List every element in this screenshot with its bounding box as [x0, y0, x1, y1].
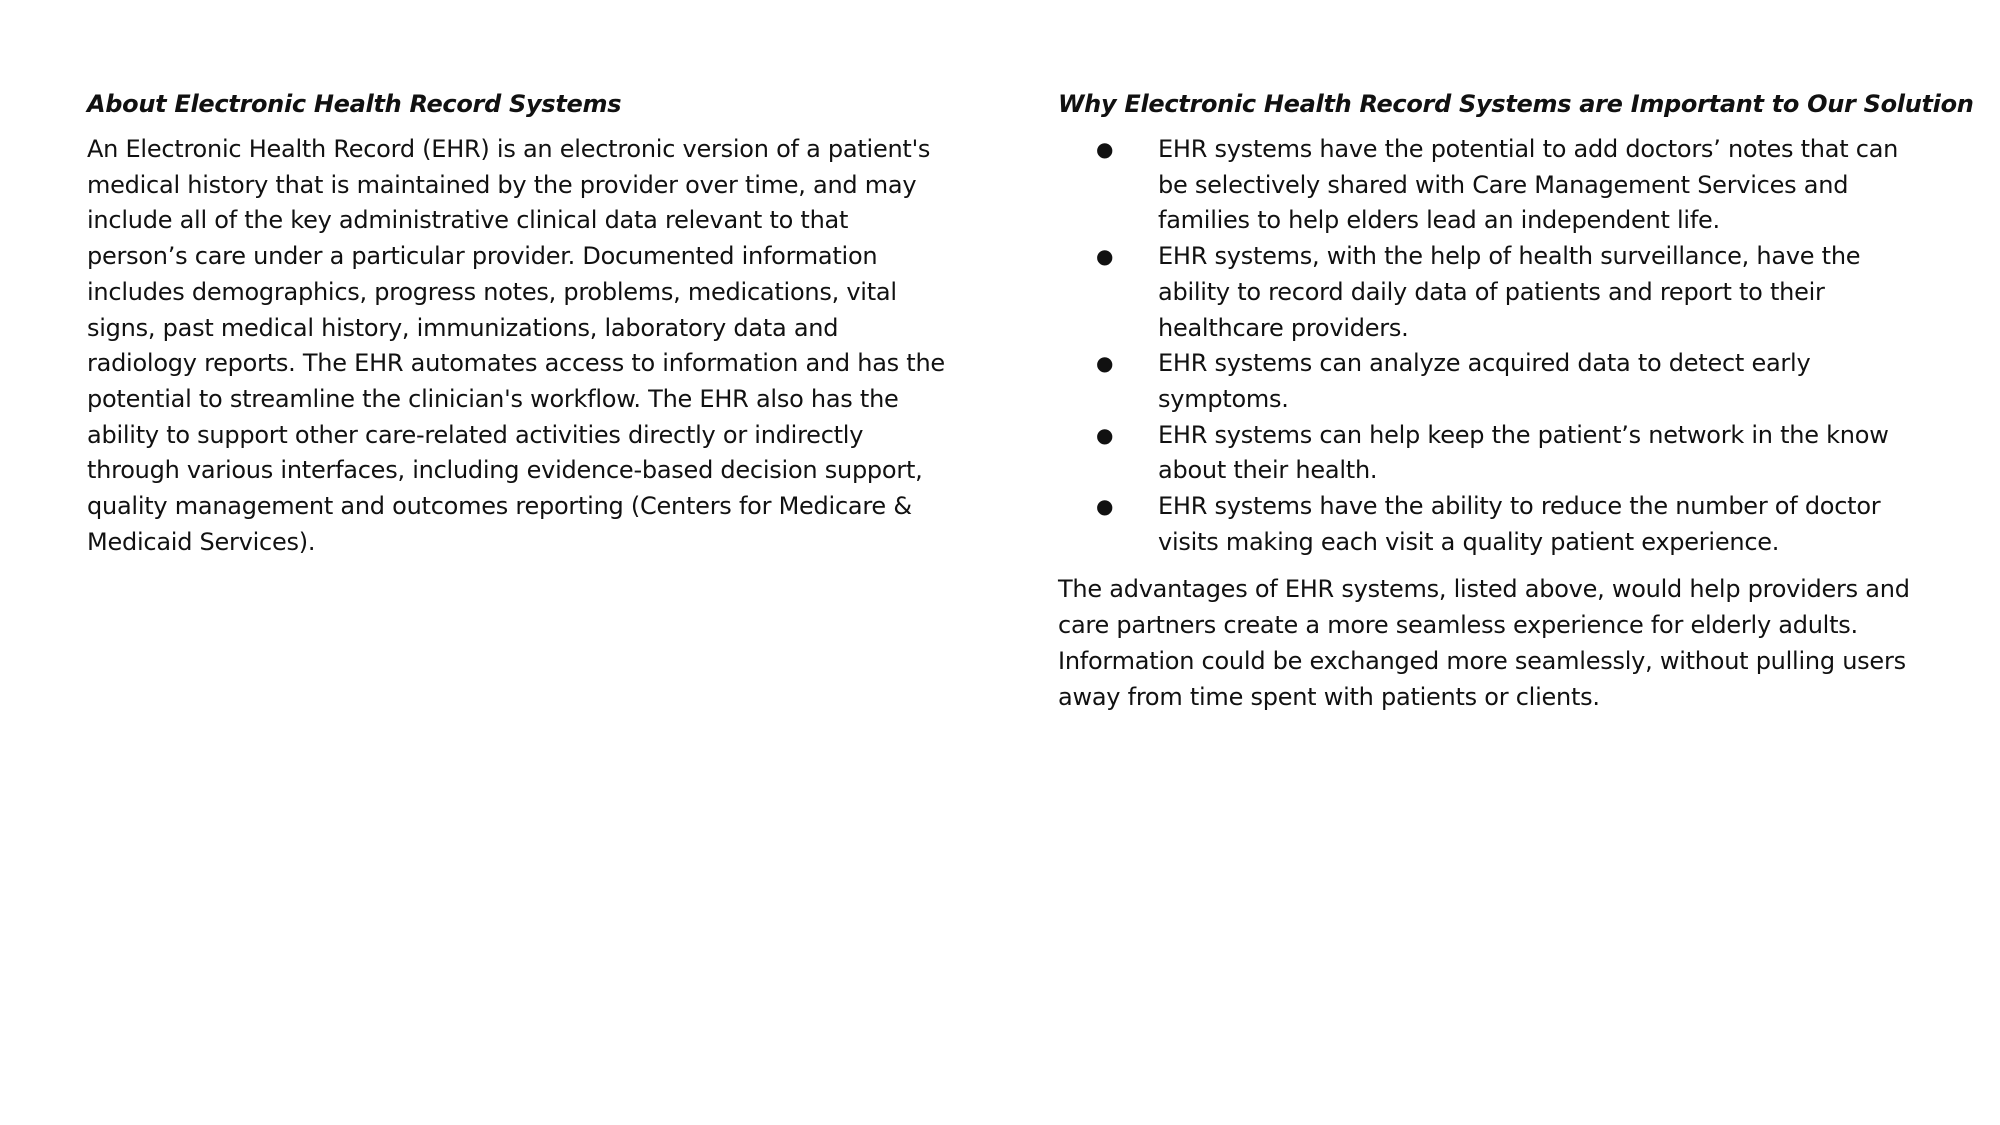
list-item — [1058, 239, 1933, 346]
list-item — [1058, 489, 1933, 560]
ehr-advantages-paragraph: The advantages of EHR systems, listed above, would help providers and care partners create a more seamless experience for elderly adults. Information could be exchanged more seamlessly, without pulling users away from time spent with patients or clients. — [1058, 575, 1910, 711]
list-item-text: EHR systems, with the help of health surveillance, have the ability to record daily data of patients and report to their healthcare providers. — [1158, 242, 1861, 342]
list-item — [1058, 418, 1933, 489]
list-item-text: EHR systems have the ability to reduce the number of doctor visits making each visit a quality patient experience. — [1158, 492, 1881, 556]
list-item — [1058, 346, 1933, 417]
bullet-icon: ● — [1096, 494, 1114, 519]
list-item-text: EHR systems can help keep the patient’s network in the know about their health. — [1158, 420, 1889, 485]
about-ehr-heading: About Electronic Health Record Systems — [87, 90, 622, 118]
bullet-icon: ● — [1096, 422, 1114, 447]
list-item-text: EHR systems can analyze acquired data to detect early symptoms. — [1158, 349, 1811, 413]
list-item-text: EHR systems have the potential to add doctors’ notes that can be selectively shared with Care Management Services and families to help elders lead an independent life. — [1158, 135, 1899, 235]
bullet-icon: ● — [1096, 244, 1114, 269]
left-column — [87, 86, 952, 560]
right-column — [1058, 86, 1974, 715]
ehr-benefits-list — [1058, 132, 1933, 560]
about-ehr-paragraph: An Electronic Health Record (EHR) is an electronic version of a patient's medical history that is maintained by the provider over time, and may include all of the key administrative clinical data relevant to that person’s care under a particular provider. Documented information includes demographics, progress notes, problems, medications, vital signs, past medical history, immunizations, laboratory data and radiology reports. The EHR automates access to information and has the potential to streamline the clinician's workflow. The EHR also has the ability to support other care-related activities directly or indirectly through various interfaces, including evidence-based decision support, quality management and outcomes reporting (Centers for Medicare & Medicaid Services). — [87, 135, 945, 556]
bullet-icon: ● — [1096, 351, 1114, 376]
bullet-icon: ● — [1096, 137, 1114, 161]
why-ehr-heading: Why Electronic Health Record Systems are Important to Our Solution — [1058, 90, 1974, 118]
list-item — [1058, 132, 1933, 239]
